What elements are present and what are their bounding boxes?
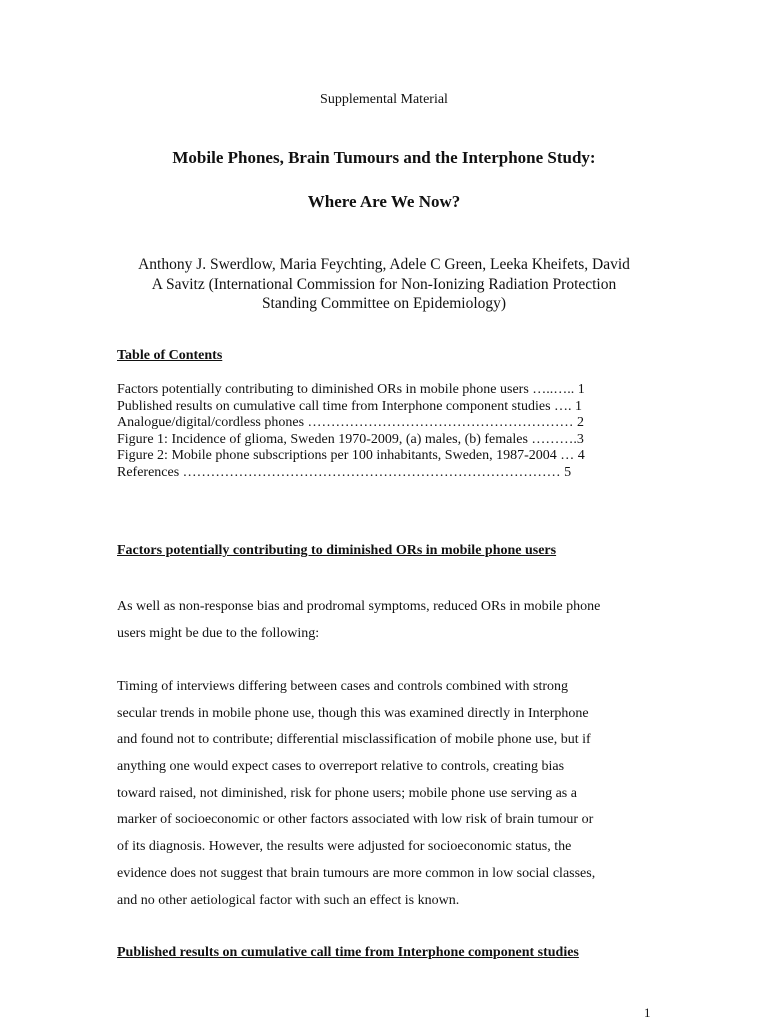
table-of-contents [117, 382, 637, 481]
paragraph-line: evidence does not suggest that brain tumours are more common in low social classes, [117, 865, 596, 881]
authors-line: Anthony J. Swerdlow, Maria Feychting, Adele C Green, Leeka Kheifets, David [138, 256, 630, 273]
page-number: 1 [644, 1005, 651, 1020]
toc-entry: Published results on cumulative call time from Interphone component studies …. 1 [117, 398, 583, 414]
paragraph-line: toward raised, not diminished, risk for phone users; mobile phone use serving as a [117, 785, 577, 801]
paragraph-timing [117, 674, 647, 914]
paragraph-line: and found not to contribute; differential misclassification of mobile phone use, but if [117, 732, 591, 748]
supplemental-label: Supplemental Material [320, 92, 448, 107]
document-subtitle: Where Are We Now? [307, 192, 461, 211]
document-title: Mobile Phones, Brain Tumours and the Interphone Study: [172, 148, 596, 167]
toc-entry: References ……………………………………………………………………… 5 [117, 464, 572, 480]
paragraph-line: secular trends in mobile phone use, though this was examined directly in Interphone [117, 705, 589, 721]
toc-entry: Figure 2: Mobile phone subscriptions per 100 inhabitants, Sweden, 1987-2004 … 4 [117, 448, 585, 463]
paragraph-line: As well as non-response bias and prodromal symptoms, reduced ORs in mobile phone [117, 599, 601, 614]
toc-heading: Table of Contents [117, 348, 223, 363]
paragraph-line: users might be due to the following: [117, 625, 320, 641]
toc-entry: Factors potentially contributing to diminished ORs in mobile phone users …..….. 1 [117, 382, 585, 397]
paragraph-line: and no other aetiological factor with such an effect is known. [117, 892, 460, 908]
authors-line: A Savitz (International Commission for Non-Ionizing Radiation Protection [151, 275, 617, 293]
section-heading-factors: Factors potentially contributing to diminished ORs in mobile phone users [117, 543, 557, 558]
paragraph-line: of its diagnosis. However, the results were adjusted for socioeconomic status, the [117, 839, 572, 855]
toc-entry: Figure 1: Incidence of glioma, Sweden 1970-2009, (a) males, (b) females ……….3 [117, 431, 584, 447]
toc-entry: Analogue/digital/cordless phones ………………………………………………… 2 [117, 415, 585, 430]
authors-block [0, 255, 768, 314]
paragraph-line: anything one would expect cases to overreport relative to controls, creating bias [117, 759, 565, 775]
paragraph-line: Timing of interviews differing between cases and controls combined with strong [117, 679, 569, 694]
paragraph-intro [117, 594, 647, 647]
section-heading-published-results: Published results on cumulative call time from Interphone component studies [117, 945, 579, 960]
authors-line: Standing Committee on Epidemiology) [261, 295, 507, 312]
paragraph-line: marker of socioeconomic or other factors associated with low risk of brain tumour or [117, 812, 594, 828]
